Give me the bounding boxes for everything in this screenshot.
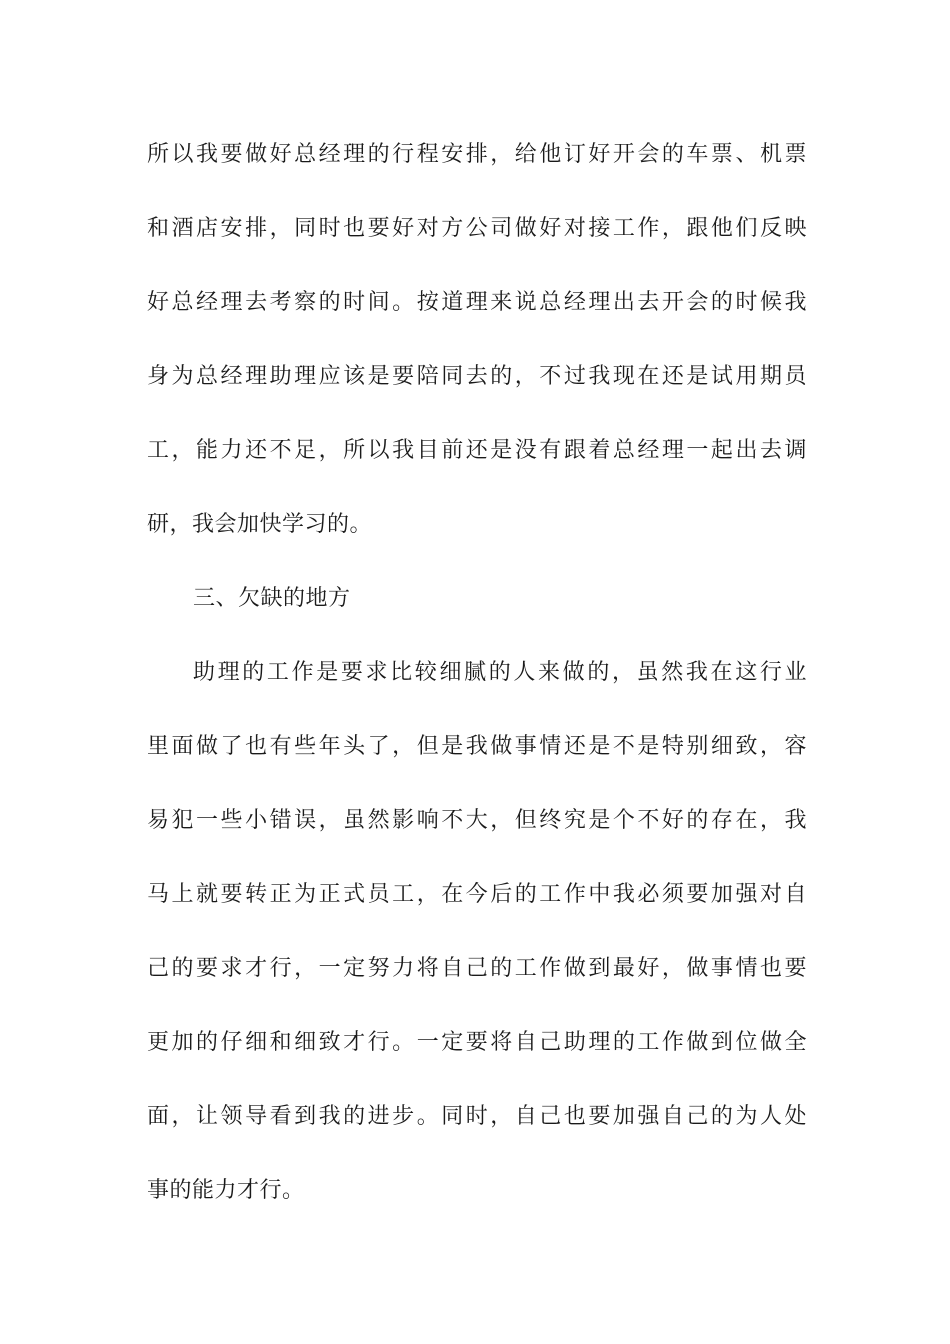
text-line: 面，让领导看到我的进步。同时，自己也要加强自己的为人处 [147,1104,807,1129]
text-line: 事的能力才行。 [147,1178,305,1203]
text-line: 己的要求才行，一定努力将自己的工作做到最好，做事情也要 [147,956,807,981]
text-line: 工，能力还不足，所以我目前还是没有跟着总经理一起出去调 [147,438,807,463]
text-line: 助理的工作是要求比较细腻的人来做的，虽然我在这行业 [193,660,807,685]
text-line: 里面做了也有些年头了，但是我做事情还是不是特别细致，容 [147,734,807,759]
document-body [147,118,807,1228]
text-line: 易犯一些小错误，虽然影响不大，但终究是个不好的存在，我 [147,808,807,833]
text-line: 研，我会加快学习的。 [147,512,373,537]
text-line: 马上就要转正为正式员工，在今后的工作中我必须要加强对自 [147,882,807,907]
text-line: 好总经理去考察的时间。按道理来说总经理出去开会的时候我 [147,290,807,315]
text-line: 所以我要做好总经理的行程安排，给他订好开会的车票、机票 [147,142,807,167]
section-heading: 三、欠缺的地方 [193,586,351,611]
text-line: 更加的仔细和细致才行。一定要将自己助理的工作做到位做全 [147,1030,807,1055]
text-line: 身为总经理助理应该是要陪同去的，不过我现在还是试用期员 [147,364,807,389]
text-line: 和酒店安排，同时也要好对方公司做好对接工作，跟他们反映 [147,216,807,241]
